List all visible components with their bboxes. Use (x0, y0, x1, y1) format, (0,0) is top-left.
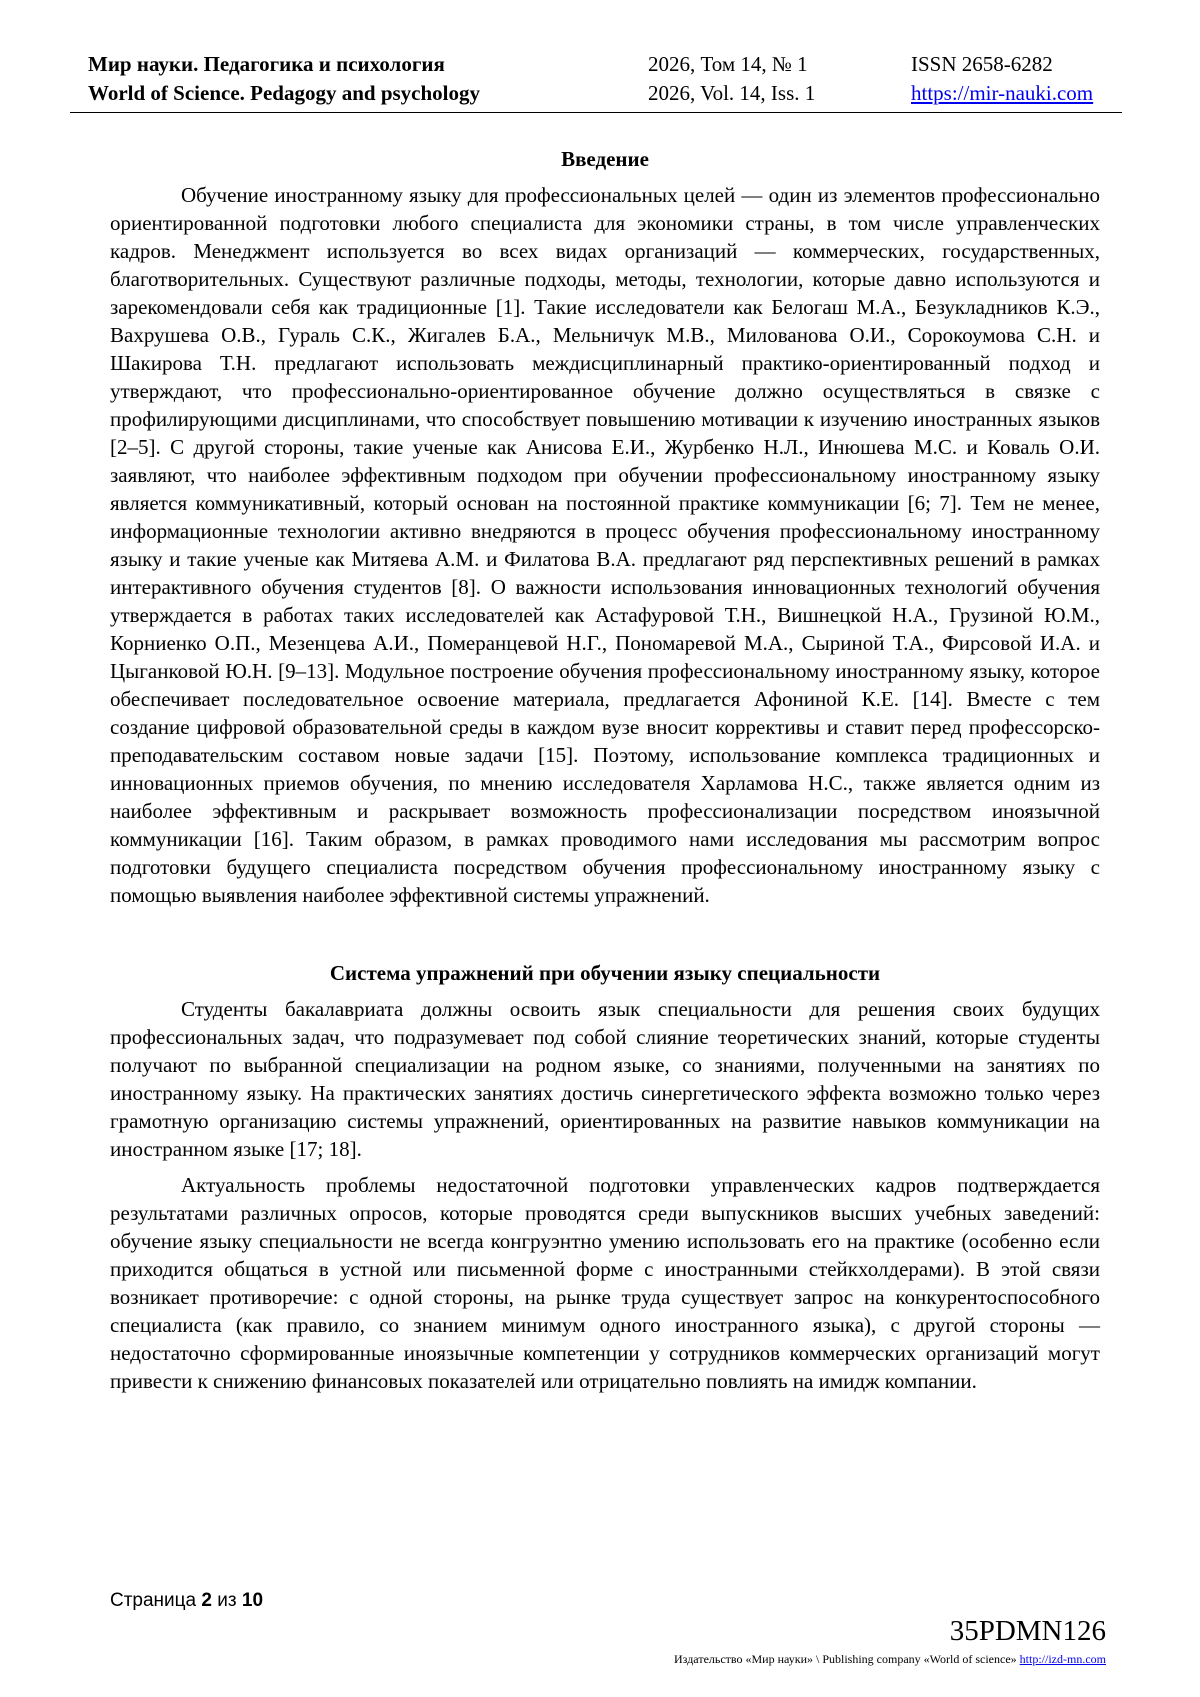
article-code: 35PDMN126 (949, 1615, 1106, 1647)
paragraph: Обучение иностранному языку для профессиональных целей — один из элементов профессионально ориентированной подготовки любого специалиста для экономики страны, в том числе управленческих кадров. Менеджмент используется во всех видах организаций — коммерческих, государственных, благотворительных. Существуют различные подходы, методы, технологии, которые давно используются и зарекомендовали себя как традиционные [1]. Такие исследователи как Белогаш М.А., Безукладников К.Э., Вахрушева О.В., Гураль С.К., Жигалев Б.А., Мельничук М.В., Милованова О.И., Сорокоумова С.Н. и Шакирова Т.Н. предлагают использовать междисциплинарный практико-ориентированный подход и утверждают, что профессионально-ориентированное обучение должно осуществляться в связке с профилирующими дисциплинами, что способствует повышению мотивации к изучению иностранных языков [2–5]. С другой стороны, такие ученые как Анисова Е.И., Журбенко Н.Л., Инюшева М.С. и Коваль О.И. заявляют, что наиболее эффективным подходом при обучении профессиональному иностранному языку является коммуникативный, который основан на постоянной практике коммуникации [6; 7]. Тем не менее, информационные технологии активно внедряются в процесс обучения профессиональному иностранному языку и такие ученые как Митяева А.М. и Филатова В.А. предлагают ряд перспективных решений в рамках интерактивного обучения студентов [8]. О важности использования инновационных технологий обучения утверждается в работах таких исследователей как Астафуровой Т.Н., Вишнецкой Н.А., Грузиной Ю.М., Корниенко О.П., Мезенцева А.И., Померанцевой Н.Г., Пономаревой М.А., Сыриной Т.А., Фирсовой И.А. и Цыганковой Ю.Н. [9–13]. Модульное построение обучения профессиональному иностранному языку, которое обеспечивает последовательное освоение материала, предлагается Афониной К.Е. [14]. Вместе с тем создание цифровой образовательной среды в каждом вузе вносит коррективы и ставит перед профессорско-преподавательским составом новые задачи [15]. Поэтому, использование комплекса традиционных и инновационных приемов обучения, по мнению исследователя Харламова Н.С., также является одним из наиболее эффективным и раскрывает возможность профессионализации посредством иноязычной коммуникации [16]. Таким образом, в рамках проводимого нами исследования мы рассмотрим вопрос подготовки будущего специалиста посредством обучения профессиональному иностранному языку с помощью выявления наиболее эффективной системы упражнений. (110, 183, 1100, 907)
issn: ISSN 2658-6282 (911, 52, 1053, 76)
issn-block (911, 50, 1093, 108)
paragraph: Студенты бакалавриата должны освоить язык специальности для решения своих будущих профессиональных задач, что подразумевает под собой слияние теоретических знаний, которые студенты получают по выбранной специализации на родном языке, со знаниями, полученными на занятиях по иностранному языку. На практических занятиях достичь синергетического эффекта возможно только через грамотную организацию системы упражнений, ориентированных на развитие навыков коммуникации на иностранном языке [17; 18]. (110, 997, 1100, 1161)
issue-en: 2026, Vol. 14, Iss. 1 (648, 81, 816, 105)
paragraph: Актуальность проблемы недостаточной подготовки управленческих кадров подтверждается результатами различных опросов, которые проводятся среди выпускников высших учебных заведений: обучение языку специальности не всегда конгруэнтно умению использовать его на практике (особенно если приходится общаться в устной или письменной форме с иностранными стейкхолдерами). В этой связи возникает противоречие: с одной стороны, на рынке труда существует запрос на конкурентоспособного специалиста (как правило, со знанием минимум одного иностранного языка), с другой стороны — недостаточно сформированные иноязычные компетенции у сотрудников коммерческих организаций могут привести к снижению финансовых показателей или отрицательно повлиять на имидж компании. (110, 1173, 1100, 1393)
section-introduction (110, 145, 1100, 909)
section-exercise-system (110, 959, 1100, 1395)
publisher-link[interactable]: http://izd-mn.com (1019, 1652, 1106, 1666)
section-heading: Введение (561, 147, 649, 171)
journal-url-link[interactable]: https://mir-nauki.com (911, 81, 1094, 105)
journal-header (70, 50, 1122, 113)
section-heading: Система упражнений при обучении языку специальности (329, 961, 881, 985)
journal-title-ru: Мир науки. Педагогика и психология (88, 52, 445, 76)
publisher-line: Издательство «Мир науки» \ Publishing company «World of science» http://izd-mn.com (674, 1652, 1106, 1666)
issue-ru: 2026, Том 14, № 1 (648, 52, 808, 76)
issue-block (648, 50, 815, 108)
article-body (110, 145, 1100, 1395)
journal-title-block (88, 50, 480, 108)
page-number: Страница 2 из 10 (110, 1590, 264, 1611)
journal-title-en: World of Science. Pedagogy and psychology (88, 81, 481, 105)
